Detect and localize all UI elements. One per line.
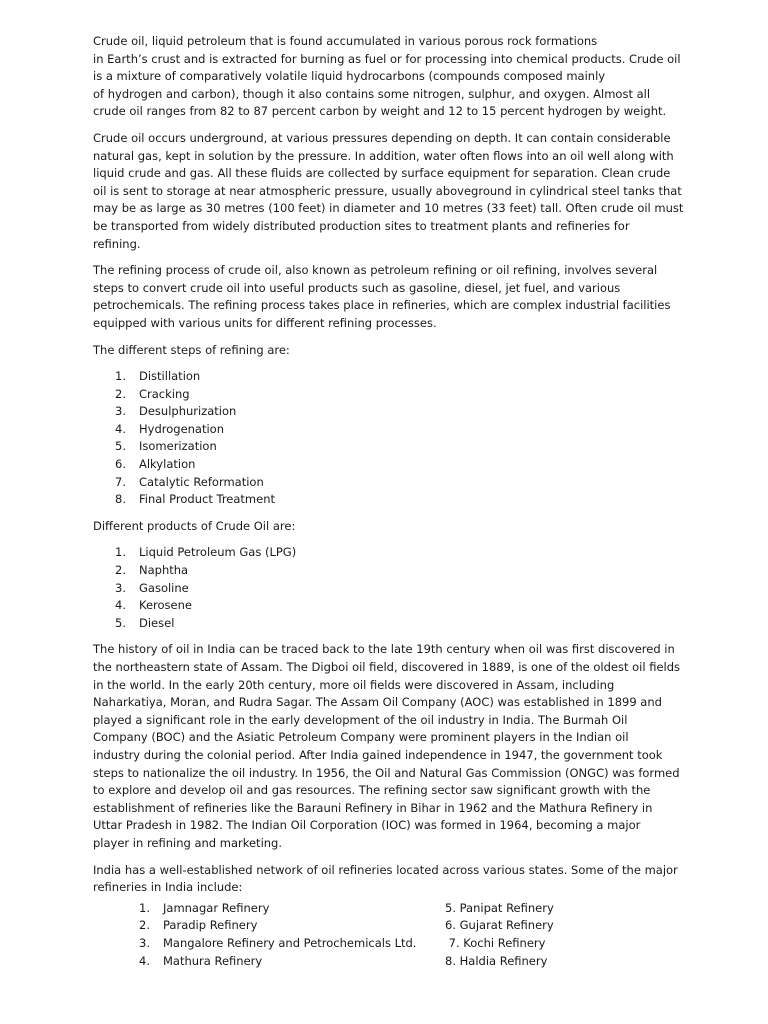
document-page [93,33,683,972]
list-item: 5. Panipat Refinery [445,900,554,915]
list-item: 5. Diesel [115,615,175,630]
refineries-list [93,900,683,972]
list-item: 6. Alkylation [115,457,196,472]
refining-paragraph: The refining process of crude oil, also known as petroleum refining or oil refining, involves several steps to convert crude oil into useful products such as gasoline, diesel, jet fuel, and various petrochemicals. The refining process takes place in refineries, which are complex industrial facilities equipped with various units for different refining processes. [93,263,671,330]
list-item: 4. Mathura Refinery [139,953,263,968]
list-item: 4. Kerosene [115,598,192,613]
list-item: 2. Paradip Refinery [139,918,258,933]
list-item: 2. Naphtha [115,563,189,578]
list-item: 1. Distillation [115,369,201,384]
list-item: 3. Gasoline [115,580,189,595]
refineries-column-right [445,900,554,970]
list-item: 4. Hydrogenation [115,421,225,436]
list-item: 3. Mangalore Refinery and Petrochemicals Ltd. [139,935,417,950]
refineries-intro: India has a well-established network of oil refineries located across various states. Some of the major refineries in India include: [93,862,678,895]
list-item: 8. Final Product Treatment [115,492,275,507]
history-paragraph: The history of oil in India can be traced back to the late 19th century when oil was first discovered in the northeastern state of Assam. The Digboi oil field, discovered in 1889, is one of the oldest oil fields in the world. In the early 20th century, more oil fields were discovered in Assam, including Naharkatiya, Moran, and Rudra Sagar. The Assam Oil Company (AOC) was established in 1899 and played a significant role in the early development of the oil industry in India. The Burmah Oil Company (BOC) and the Asiatic Petroleum Company were prominent players in the Indian oil industry during the colonial period. After India gained independence in 1947, the government took steps to nationalize the oil industry. In 1956, the Oil and Natural Gas Commission (ONGC) was formed to explore and develop oil and gas resources. The refining sector saw significant growth with the establishment of refineries like the Barauni Refinery in Bihar in 1962 and the Mathura Refinery in Uttar Pradesh in 1982. The Indian Oil Corporation (IOC) was formed in 1964, becoming a major player in refining and marketing. [93,642,681,850]
steps-intro: The different steps of refining are: [93,342,290,357]
list-item: 5. Isomerization [115,439,217,454]
refineries-column-left [139,900,416,970]
products-intro: Different products of Crude Oil are: [93,518,296,533]
list-item: 7. Catalytic Reformation [115,474,264,489]
list-item: 1. Jamnagar Refinery [139,900,270,915]
list-item: 6. Gujarat Refinery [445,918,554,933]
list-item: 3. Desulphurization [115,404,237,419]
intro-paragraph: Crude oil, liquid petroleum that is found accumulated in various porous rock formations in Earth’s crust and is extracted for burning as fuel or for processing into chemical products. Crude oil is a mixture of comparatively volatile liquid hydrocarbons (compounds composed mainly of hydrogen and carbon), though it also contains some nitrogen, sulphur, and oxygen. Almost all crude oil ranges from 82 to 87 percent carbon by weight and 12 to 15 percent hydrogen by weight. [93,34,681,119]
list-item: 2. Cracking [115,386,190,401]
occurrence-paragraph: Crude oil occurs underground, at various pressures depending on depth. It can contain considerable natural gas, kept in solution by the pressure. In addition, water often flows into an oil well along with liquid crude and gas. All these fluids are collected by surface equipment for separation. Clean crude oil is sent to storage at near atmospheric pressure, usually aboveground in cylindrical steel tanks that may be as large as 30 metres (100 feet) in diameter and 10 metres (33 feet) tall. Often crude oil must be transported from widely distributed production sites to treatment plants and refineries for refining. [93,130,684,251]
products-list [93,544,683,632]
list-item: 1. Liquid Petroleum Gas (LPG) [115,545,297,560]
list-item: 8. Haldia Refinery [445,953,548,968]
refining-steps-list [93,368,683,509]
list-item: 7. Kochi Refinery [445,935,546,950]
